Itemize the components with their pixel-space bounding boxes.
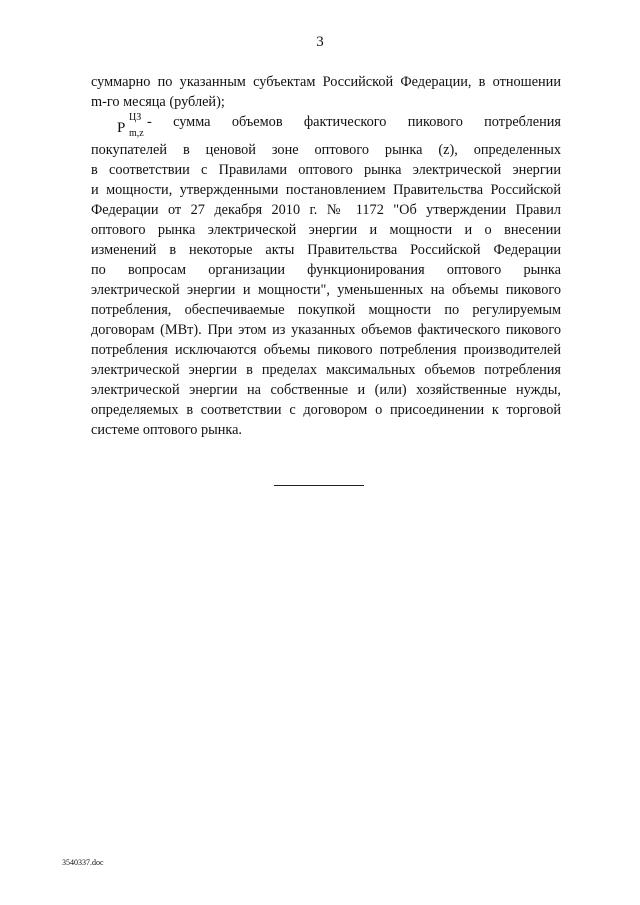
symbol-superscript: ЦЗ [129, 112, 142, 123]
text-line: по вопросам организации функционирования оптового рынка [91, 262, 561, 278]
formula-symbol [117, 112, 144, 139]
text-line: и мощности, утвержденными постановлением Правительства Российской [91, 182, 561, 198]
symbol-base: P [117, 120, 126, 136]
end-separator-line [274, 485, 364, 486]
text-line: оптового рынка электрической энергии и мощности и о внесении [91, 222, 561, 238]
word: сумма [173, 114, 211, 130]
text-line: электрической энергии на собственные и (или) хозяйственные нужды, [91, 382, 561, 398]
symbol-subscript: m,z [129, 128, 144, 139]
text-line: суммарно по указанным субъектам Российской Федерации, в отношении [91, 74, 561, 90]
text-line: Федерации от 27 декабря 2010 г. № 1172 "Об утверждении Правил [91, 202, 561, 218]
word: потребления [484, 114, 561, 130]
text-line: потребления, обеспечиваемые покупкой мощности по регулируемым [91, 302, 561, 318]
text-line: системе оптового рынка. [91, 422, 242, 438]
intro-paragraph [91, 72, 561, 112]
word: - [147, 114, 152, 130]
word: объемов [231, 114, 283, 130]
page-number: 3 [316, 34, 324, 50]
definition-first-line [91, 114, 561, 140]
footer-filename: 3540337.doc [62, 858, 104, 867]
text-line: потребления исключаются объемы пикового потребления производителей [91, 342, 561, 358]
definition-paragraph [91, 140, 561, 440]
text-line: электрической энергии и мощности", уменьшенных на объемы пикового [91, 282, 561, 298]
word: пикового [407, 114, 463, 130]
definition-heading-words [147, 114, 561, 131]
text-line: m-го месяца (рублей); [91, 94, 225, 110]
text-line: изменений в некоторые акты Правительства Российской Федерации [91, 242, 561, 258]
text-line: договорам (МВт). При этом из указанных объемов фактического пикового [91, 322, 561, 338]
word: фактического [303, 114, 387, 130]
text-line: покупателей в ценовой зоне оптового рынка (z), определенных [91, 142, 561, 158]
text-line: определяемых в соответствии с договором о присоединении к торговой [91, 402, 561, 418]
text-line: в соответствии с Правилами оптового рынка электрической энергии [91, 162, 561, 178]
text-line: электрической энергии в пределах максимальных объемов потребления [91, 362, 561, 378]
